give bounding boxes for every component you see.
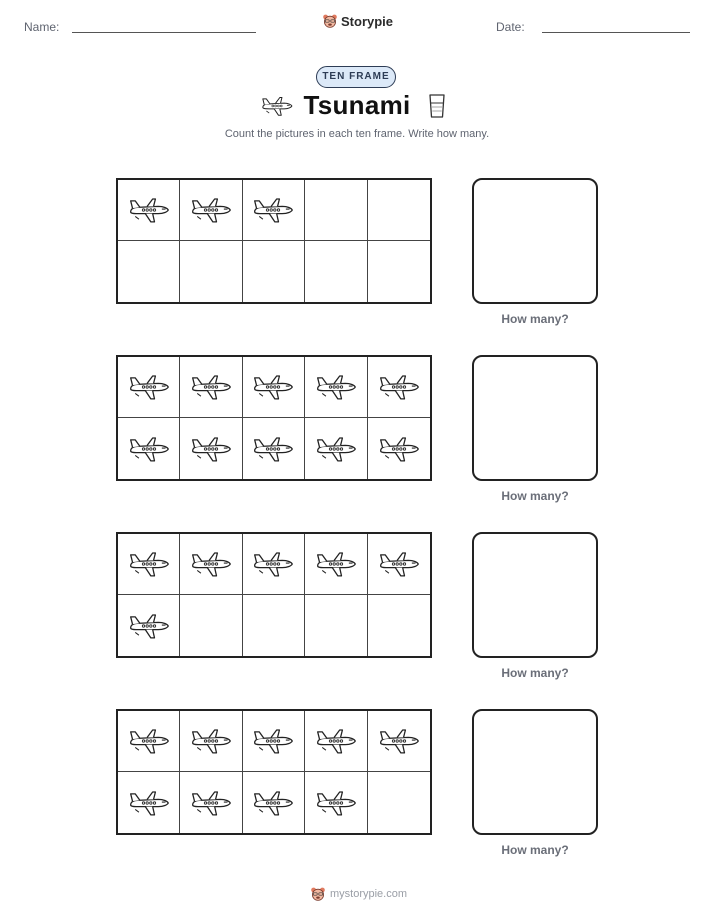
airplane-icon [189,789,233,817]
ten-frame-cell [118,711,180,772]
instructions: Count the pictures in each ten frame. Write how many. [224,128,490,140]
ten-frame [116,355,432,481]
date-line[interactable] [542,32,690,33]
ten-frame-cell [180,357,242,418]
airplane-icon [127,196,171,224]
ten-frame-cell [305,357,367,418]
ten-frame-cell [243,418,305,479]
airplane-icon [127,373,171,401]
answer-box[interactable] [472,178,598,304]
answer-box[interactable] [472,355,598,481]
airplane-icon [314,727,358,755]
airplane-icon [189,550,233,578]
airplane-icon [127,727,171,755]
footer [310,886,407,902]
ten-frame-cell [368,180,430,241]
ten-frame-cell [368,241,430,302]
ten-frame-cell [118,418,180,479]
ten-frame [116,532,432,658]
ten-frame-cell [243,534,305,595]
ten-frame-cell [243,241,305,302]
bear-icon [310,886,326,902]
ten-frame-cell [368,711,430,772]
ten-frame-cell [180,180,242,241]
ten-frame [116,178,432,304]
airplane-icon [251,373,295,401]
ten-frame-cell [305,711,367,772]
how-many-label: How many? [501,489,569,503]
airplane-icon [377,550,421,578]
ten-frame-cell [305,418,367,479]
bear-icon [322,13,338,29]
airplane-icon [314,373,358,401]
ten-frame-cell [180,534,242,595]
airplane-icon [127,789,171,817]
ten-frame-cell [180,711,242,772]
ten-frame-cell [368,772,430,833]
airplane-icon [377,435,421,463]
answer-box[interactable] [472,709,598,835]
ten-frame-cell [243,711,305,772]
ten-frame-cell [118,595,180,656]
ten-frame-cell [305,534,367,595]
airplane-icon [251,727,295,755]
ten-frame-cell [243,595,305,656]
brand-logo [322,13,393,29]
airplane-icon [251,550,295,578]
airplane-icon [127,550,171,578]
ten-frame-cell [368,595,430,656]
ten-frame-cell [368,534,430,595]
ten-frame-cell [118,772,180,833]
airplane-icon [377,727,421,755]
ten-frame-cell [180,418,242,479]
ten-frame-cell [368,418,430,479]
airplane-icon [314,435,358,463]
airplane-icon [127,612,171,640]
airplane-icon [314,550,358,578]
airplane-icon [127,435,171,463]
name-label: Name: [24,20,60,34]
airplane-icon [251,196,295,224]
date-label: Date: [496,20,525,34]
ten-frame-cell [243,180,305,241]
page-title: Tsunami [303,90,411,120]
how-many-label: How many? [501,312,569,326]
ten-frame-cell [118,357,180,418]
ten-frame-cell [305,241,367,302]
ten-frame-badge: TEN FRAME [316,66,396,88]
ten-frame-cell [118,241,180,302]
name-line[interactable] [72,32,256,33]
how-many-label: How many? [501,843,569,857]
ten-frame [116,709,432,835]
ten-frame-cell [243,772,305,833]
airplane-icon [189,435,233,463]
ten-frame-cell [305,595,367,656]
airplane-icon [314,789,358,817]
ten-frame-cell [305,180,367,241]
ten-frame-cell [180,595,242,656]
ten-frame-cell [243,357,305,418]
how-many-label: How many? [501,666,569,680]
answer-box[interactable] [472,532,598,658]
ten-frame-cell [180,772,242,833]
airplane-icon [189,373,233,401]
airplane-icon [377,373,421,401]
ten-frame-cell [118,534,180,595]
ten-frame-cell [368,357,430,418]
ten-frame-cell [305,772,367,833]
glass-icon [428,93,446,119]
airplane-icon [189,727,233,755]
ten-frame-cell [180,241,242,302]
airplane-icon [189,196,233,224]
airplane-icon [251,435,295,463]
footer-url: mystorypie.com [330,888,408,900]
ten-frame-cell [118,180,180,241]
brand-name: Storypie [341,13,394,29]
airplane-icon [251,789,295,817]
